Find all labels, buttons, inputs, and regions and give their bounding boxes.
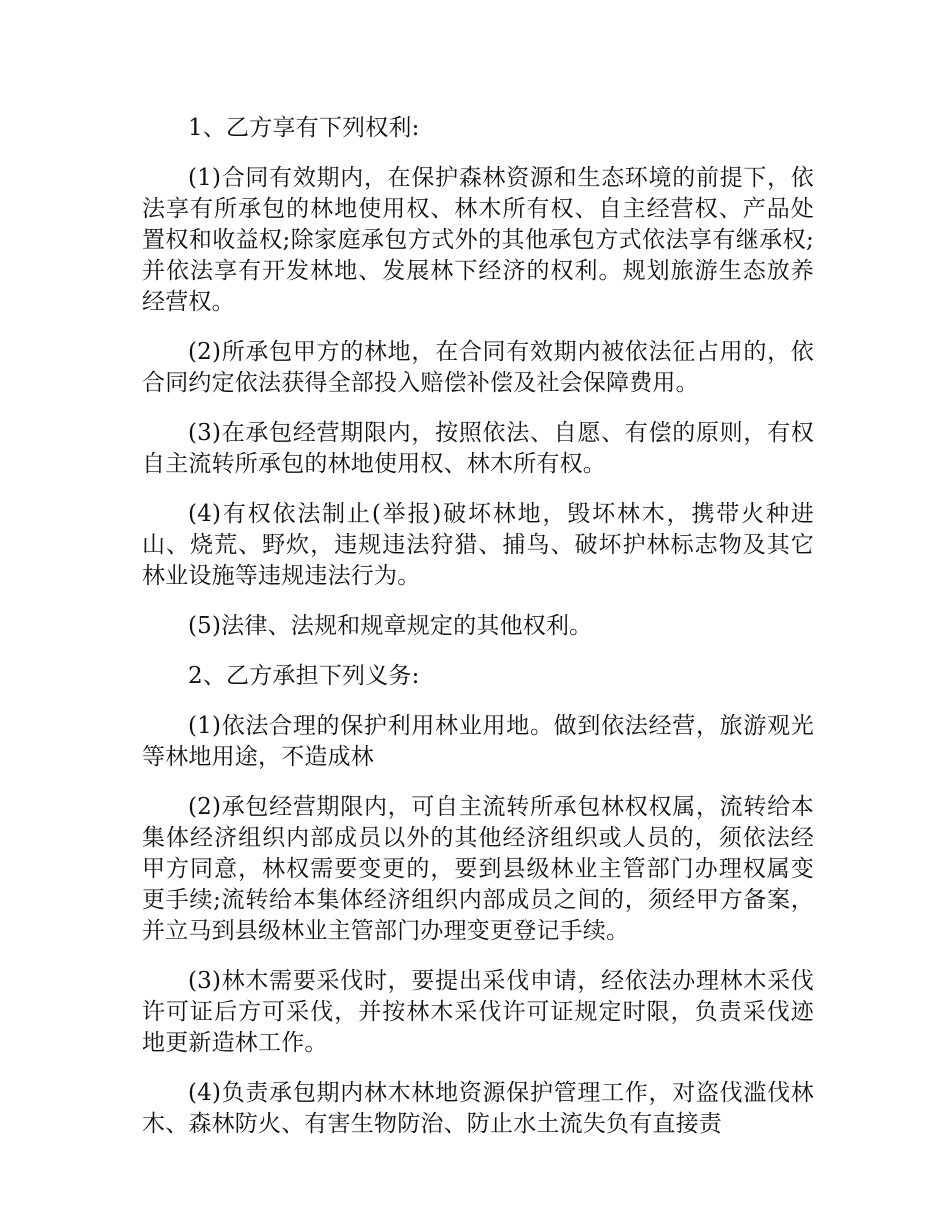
rights-item-5: (5)法律、法规和规章规定的其他权利。 (188, 613, 593, 639)
rights-item-3: (3)在承包经营期限内，按照依法、自愿、有偿的原则，有权自主流转所承包的林地使用权、林木所有权。 (142, 420, 814, 477)
rights-heading: 1、乙方享有下列权利: (188, 115, 420, 141)
obligations-item-2: (2)承包经营期限内，可自主流转所承包林权权属，流转给本集体经济组织内部成员以外的其他经济组织或人员的，须依法经甲方同意，林权需要变更的，要到县级林业主管部门办理权属变更手续;流转给本集体经济组织内部成员之间的，须经甲方备案，并立马到县级林业主管部门办理变更登记手续。 (142, 794, 814, 944)
rights-item-2: (2)所承包甲方的林地，在合同有效期内被依法征占用的，依合同约定依法获得全部投入赔偿补偿及社会保障费用。 (142, 339, 814, 396)
obligations-item-4: (4)负责承包期内林木林地资源保护管理工作，对盗伐滥伐林木、森林防火、有害生物防治、防止水土流失负有直接责 (142, 1080, 814, 1137)
document-body (142, 113, 814, 1159)
rights-item-1: (1)合同有效期内，在保护森林资源和生态环境的前提下，依法享有所承包的林地使用权、林木所有权、自主经营权、产品处置权和收益权;除家庭承包方式外的其他承包方式依法享有继承权;并依法享有开发林地、发展林下经济的权利。规划旅游生态放养经营权。 (142, 165, 814, 315)
obligations-item-3: (3)林木需要采伐时，要提出采伐申请，经依法办理林木采伐许可证后方可采伐，并按林木采伐许可证规定时限，负责采伐迹地更新造林工作。 (142, 968, 814, 1056)
rights-item-4: (4)有权依法制止(举报)破坏林地，毁坏林木，携带火种进山、烧荒、野炊，违规违法狩猎、捕鸟、破坏护林标志物及其它林业设施等违规违法行为。 (142, 501, 814, 589)
obligations-heading: 2、乙方承担下列义务: (188, 663, 420, 689)
obligations-item-1: (1)依法合理的保护利用林业用地。做到依法经营，旅游观光等林地用途，不造成林 (142, 713, 814, 770)
